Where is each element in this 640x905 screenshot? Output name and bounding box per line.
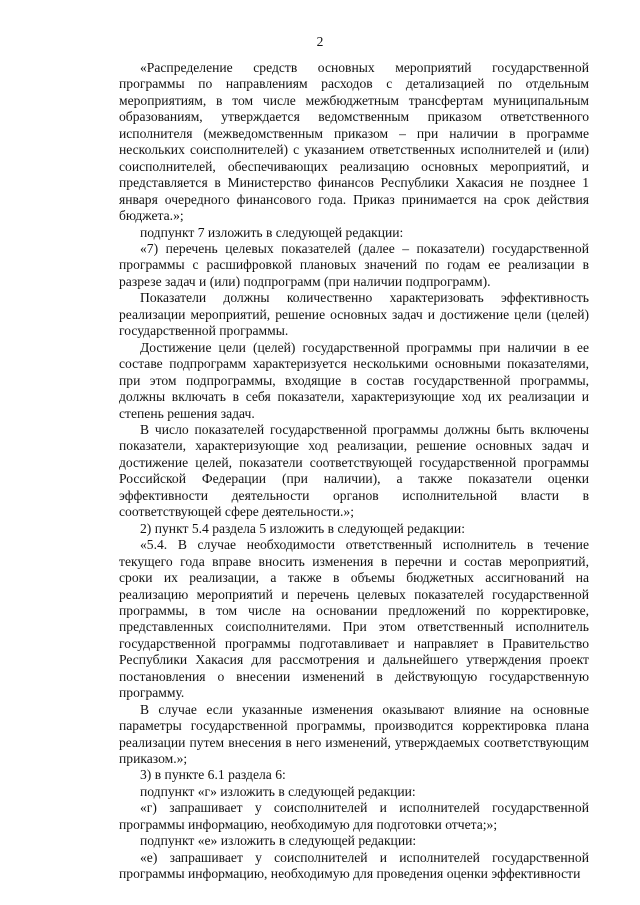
paragraph-point-6-1-intro: 3) в пункте 6.1 раздела 6:: [140, 767, 286, 783]
paragraph-plan-adjustment: В случае если указанные изменения оказывают влияние на основные параметры государственной программы, производится корректировка плана реализации путем внесения в него изменений, утверждаемых соответствующим приказом.»;: [119, 701, 589, 767]
paragraph-indicators: Показатели должны количественно характеризовать эффективность реализации мероприятий, решение основных задач и достижение цели (целей) государственной программы.: [119, 290, 589, 339]
paragraph-distribution-of-funds: «Распределение средств основных мероприятий государственной программы по направлениям расходов с детализацией по отдельным мероприятиям, в том числе межбюджетным трансфертам муниципальным образованиям, утверждается ведомственным приказом ответственного исполнителя (межведомственным приказом – при наличии в программе нескольких соисполнителей) с указанием ответственных исполнителей и (или) соисполнителей, обеспечивающих реализацию основных мероприятий, и представляется в Министерство финансов Республики Хакасия не позднее 1 января очередного финансового года. Приказ принимается на срок действия бюджета.»;: [119, 60, 589, 224]
paragraph-subpoint-g-text: «г) запрашивает у соисполнителей и исполнителей государственной программы информацию, необходимую для подготовки отчета;»;: [119, 800, 589, 832]
paragraph-subpoint-g-intro: подпункт «г» изложить в следующей редакции:: [140, 783, 416, 799]
paragraph-subpoint-e-intro: подпункт «е» изложить в следующей редакции:: [140, 833, 417, 849]
document-body: [119, 60, 589, 883]
paragraph-point-5-4-text: «5.4. В случае необходимости ответственный исполнитель в течение текущего года вправе вносить изменения в перечни и состав мероприятий, сроки их реализации, а также в объемы бюджетных ассигнований на реализацию мероприятий и перечень целевых показателей государственной программы, в том числе на основании предложений по корректировке, представленных соисполнителями. При этом ответственный исполнитель государственной программы подготавливает и направляет в Правительство Республики Хакасия для рассмотрения и дальнейшего утверждения проект постановления о внесении изменений в действующую государственную программу.: [119, 537, 589, 701]
page-number: 2: [316, 34, 324, 49]
paragraph-goal-achievement: Достижение цели (целей) государственной программы при наличии в ее составе подпрограмм характеризуется несколькими основными показателями, при этом подпрограммы, входящие в состав государственной программы, должны включать в себя показатели, характеризующие ход их реализации и степень решения задач.: [119, 339, 589, 421]
paragraph-point-5-4-intro: 2) пункт 5.4 раздела 5 изложить в следующей редакции:: [140, 520, 465, 536]
paragraph-subpoint-e-text: «е) запрашивает у соисполнителей и исполнителей государственной программы информацию, необходимую для проведения оценки эффективности: [119, 849, 589, 882]
paragraph-indicator-list: В число показателей государственной программы должны быть включены показатели, характеризующие ход реализации, решение основных задач и достижение целей, показатели соответствующей государственной программы Российской Федерации (при наличии), а также показатели оценки эффективности деятельности органов исполнительной власти в соответствующей сфере деятельности.»;: [119, 421, 589, 520]
paragraph-subpoint-7-intro: подпункт 7 изложить в следующей редакции:: [140, 224, 404, 240]
paragraph-subpoint-7-text: «7) перечень целевых показателей (далее – показатели) государственной программы с расшифровкой плановых значений по годам ее реализации в разрезе задач и (или) подпрограмм (при наличии подпрограмм).: [119, 240, 589, 289]
